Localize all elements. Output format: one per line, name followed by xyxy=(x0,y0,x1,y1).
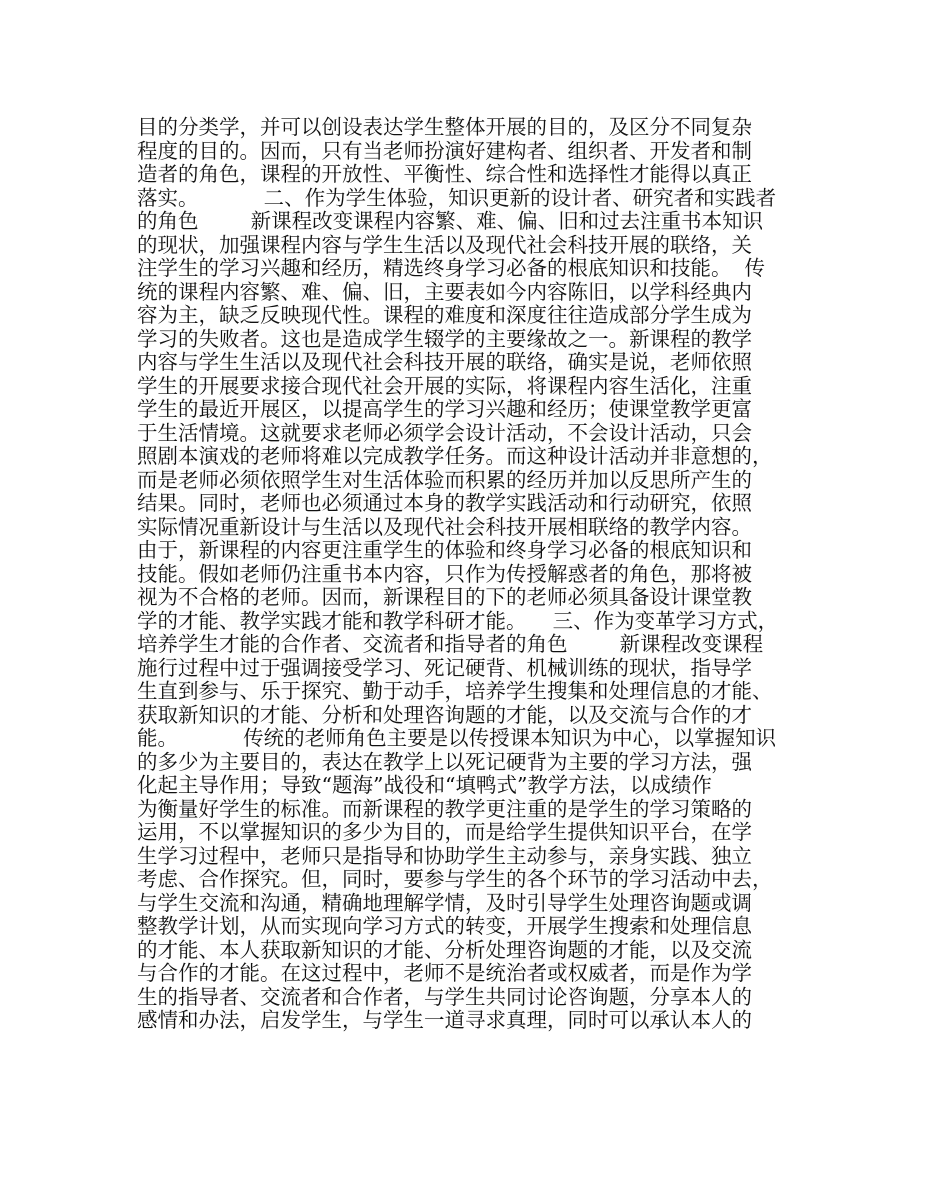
text-line: 视为不合格的老师。因而，新课程目的下的老师必须具备设计课堂教 xyxy=(137,585,752,609)
text-line: 而是老师必须依照学生对生活体验而积累的经历并加以反思所产生的 xyxy=(137,467,752,492)
text-line: 程度的目的。因而，只有当老师扮演好建构者、组织者、开发者和制 xyxy=(137,138,752,163)
text-line: 的多少为主要目的，表达在教学上以死记硬背为主要的学习方法，强 xyxy=(137,749,752,774)
text-line: 造者的角色，课程的开放性、平衡性、综合性和选择性才能得以真正 xyxy=(137,162,752,186)
text-line: 内容与学生生活以及现代社会科技开展的联络，确实是说，老师依照 xyxy=(137,350,752,374)
text-line: 的角色 新课程改变课程内容繁、难、偏、旧和过去注重书本知识 xyxy=(137,209,764,233)
text-line: 注学生的学习兴趣和经历，精选终身学习必备的根底知识和技能。 传 xyxy=(137,256,766,280)
text-line: 照剧本演戏的老师将难以完成教学任务。而这种设计活动并非意想的， xyxy=(137,444,773,468)
text-line: 落实。 二、作为学生体验，知识更新的设计者、研究者和实践者 xyxy=(137,185,777,210)
text-line: 结果。同时，老师也必须通过本身的教学实践活动和行动研究，依照 xyxy=(137,491,752,515)
text-line: 与学生交流和沟通，精确地理解学情，及时引导学生处理咨询题或调 xyxy=(137,890,752,915)
text-line: 能。 传统的老师角色主要是以传授课本知识为中心，以掌握知识 xyxy=(137,726,777,750)
text-line: 培养学生才能的合作者、交流者和指导者的角色 新课程改变课程 xyxy=(137,632,764,656)
text-line: 生直到参与、乐于探究、勤于动手，培养学生搜集和处理信息的才能、 xyxy=(137,679,773,703)
text-line: 实际情况重新设计与生活以及现代社会科技开展相联络的教学内容。 xyxy=(137,514,752,539)
text-line: 于生活情境。这就要求老师必须学会设计活动，不会设计活动，只会 xyxy=(137,420,752,445)
text-line: 的才能、本人获取新知识的才能、分析处理咨询题的才能，以及交流 xyxy=(137,937,752,962)
text-line: 生的指导者、交流者和合作者，与学生共同讨论咨询题，分享本人的 xyxy=(137,984,752,1009)
text-line: 统的课程内容繁、难、偏、旧，主要表如今内容陈旧，以学科经典内 xyxy=(137,279,752,304)
text-line: 为衡量好学生的标准。而新课程的教学更注重的是学生的学习策略的 xyxy=(137,796,752,821)
text-line: 容为主，缺乏反映现代性。课程的难度和深度往往造成部分学生成为 xyxy=(137,303,752,327)
text-line: 与合作的才能。在这过程中，老师不是统治者或权威者，而是作为学 xyxy=(137,961,752,985)
text-line: 学生的开展要求接合现代社会开展的实际，将课程内容生活化，注重 xyxy=(137,373,752,398)
text-line: 施行过程中过于强调接受学习、死记硬背、机械训练的现状，指导学 xyxy=(137,655,752,680)
text-line: 生学习过程中，老师只是指导和协助学生主动参与，亲身实践、独立 xyxy=(137,843,752,868)
text-line: 获取新知识的才能、分析和处理咨询题的才能，以及交流与合作的才 xyxy=(137,702,752,727)
text-line: 考虑、合作探究。但，同时，要参与学生的各个环节的学习活动中去， xyxy=(137,867,773,891)
body-text xyxy=(137,116,837,1033)
text-line: 运用，不以掌握知识的多少为目的，而是给学生提供知识平台，在学 xyxy=(137,820,752,844)
text-line: 学习的失败者。这也是造成学生辍学的主要缘故之一。新课程的教学 xyxy=(137,326,752,351)
text-line: 感情和办法，启发学生，与学生一道寻求真理，同时可以承认本人的 xyxy=(137,1008,752,1032)
text-line: 目的分类学，并可以创设表达学生整体开展的目的，及区分不同复杂 xyxy=(137,115,752,139)
text-line: 的现状，加强课程内容与学生生活以及现代社会科技开展的联络，关 xyxy=(137,232,752,257)
text-line: 由于，新课程的内容更注重学生的体验和终身学习必备的根底知识和 xyxy=(137,538,752,562)
text-line: 化起主导作用；导致“题海”战役和“填鸭式”教学方法，以成绩作 xyxy=(137,773,712,797)
text-line: 整教学计划，从而实现向学习方式的转变，开展学生搜索和处理信息 xyxy=(137,914,752,938)
text-line: 学的才能、教学实践才能和教学科研才能。 三、作为变革学习方式， xyxy=(137,608,779,633)
text-line: 学生的最近开展区，以提高学生的学习兴趣和经历；使课堂教学更富 xyxy=(137,397,752,421)
text-line: 技能。假如老师仍注重书本内容，只作为传授解惑者的角色，那将被 xyxy=(137,561,752,586)
